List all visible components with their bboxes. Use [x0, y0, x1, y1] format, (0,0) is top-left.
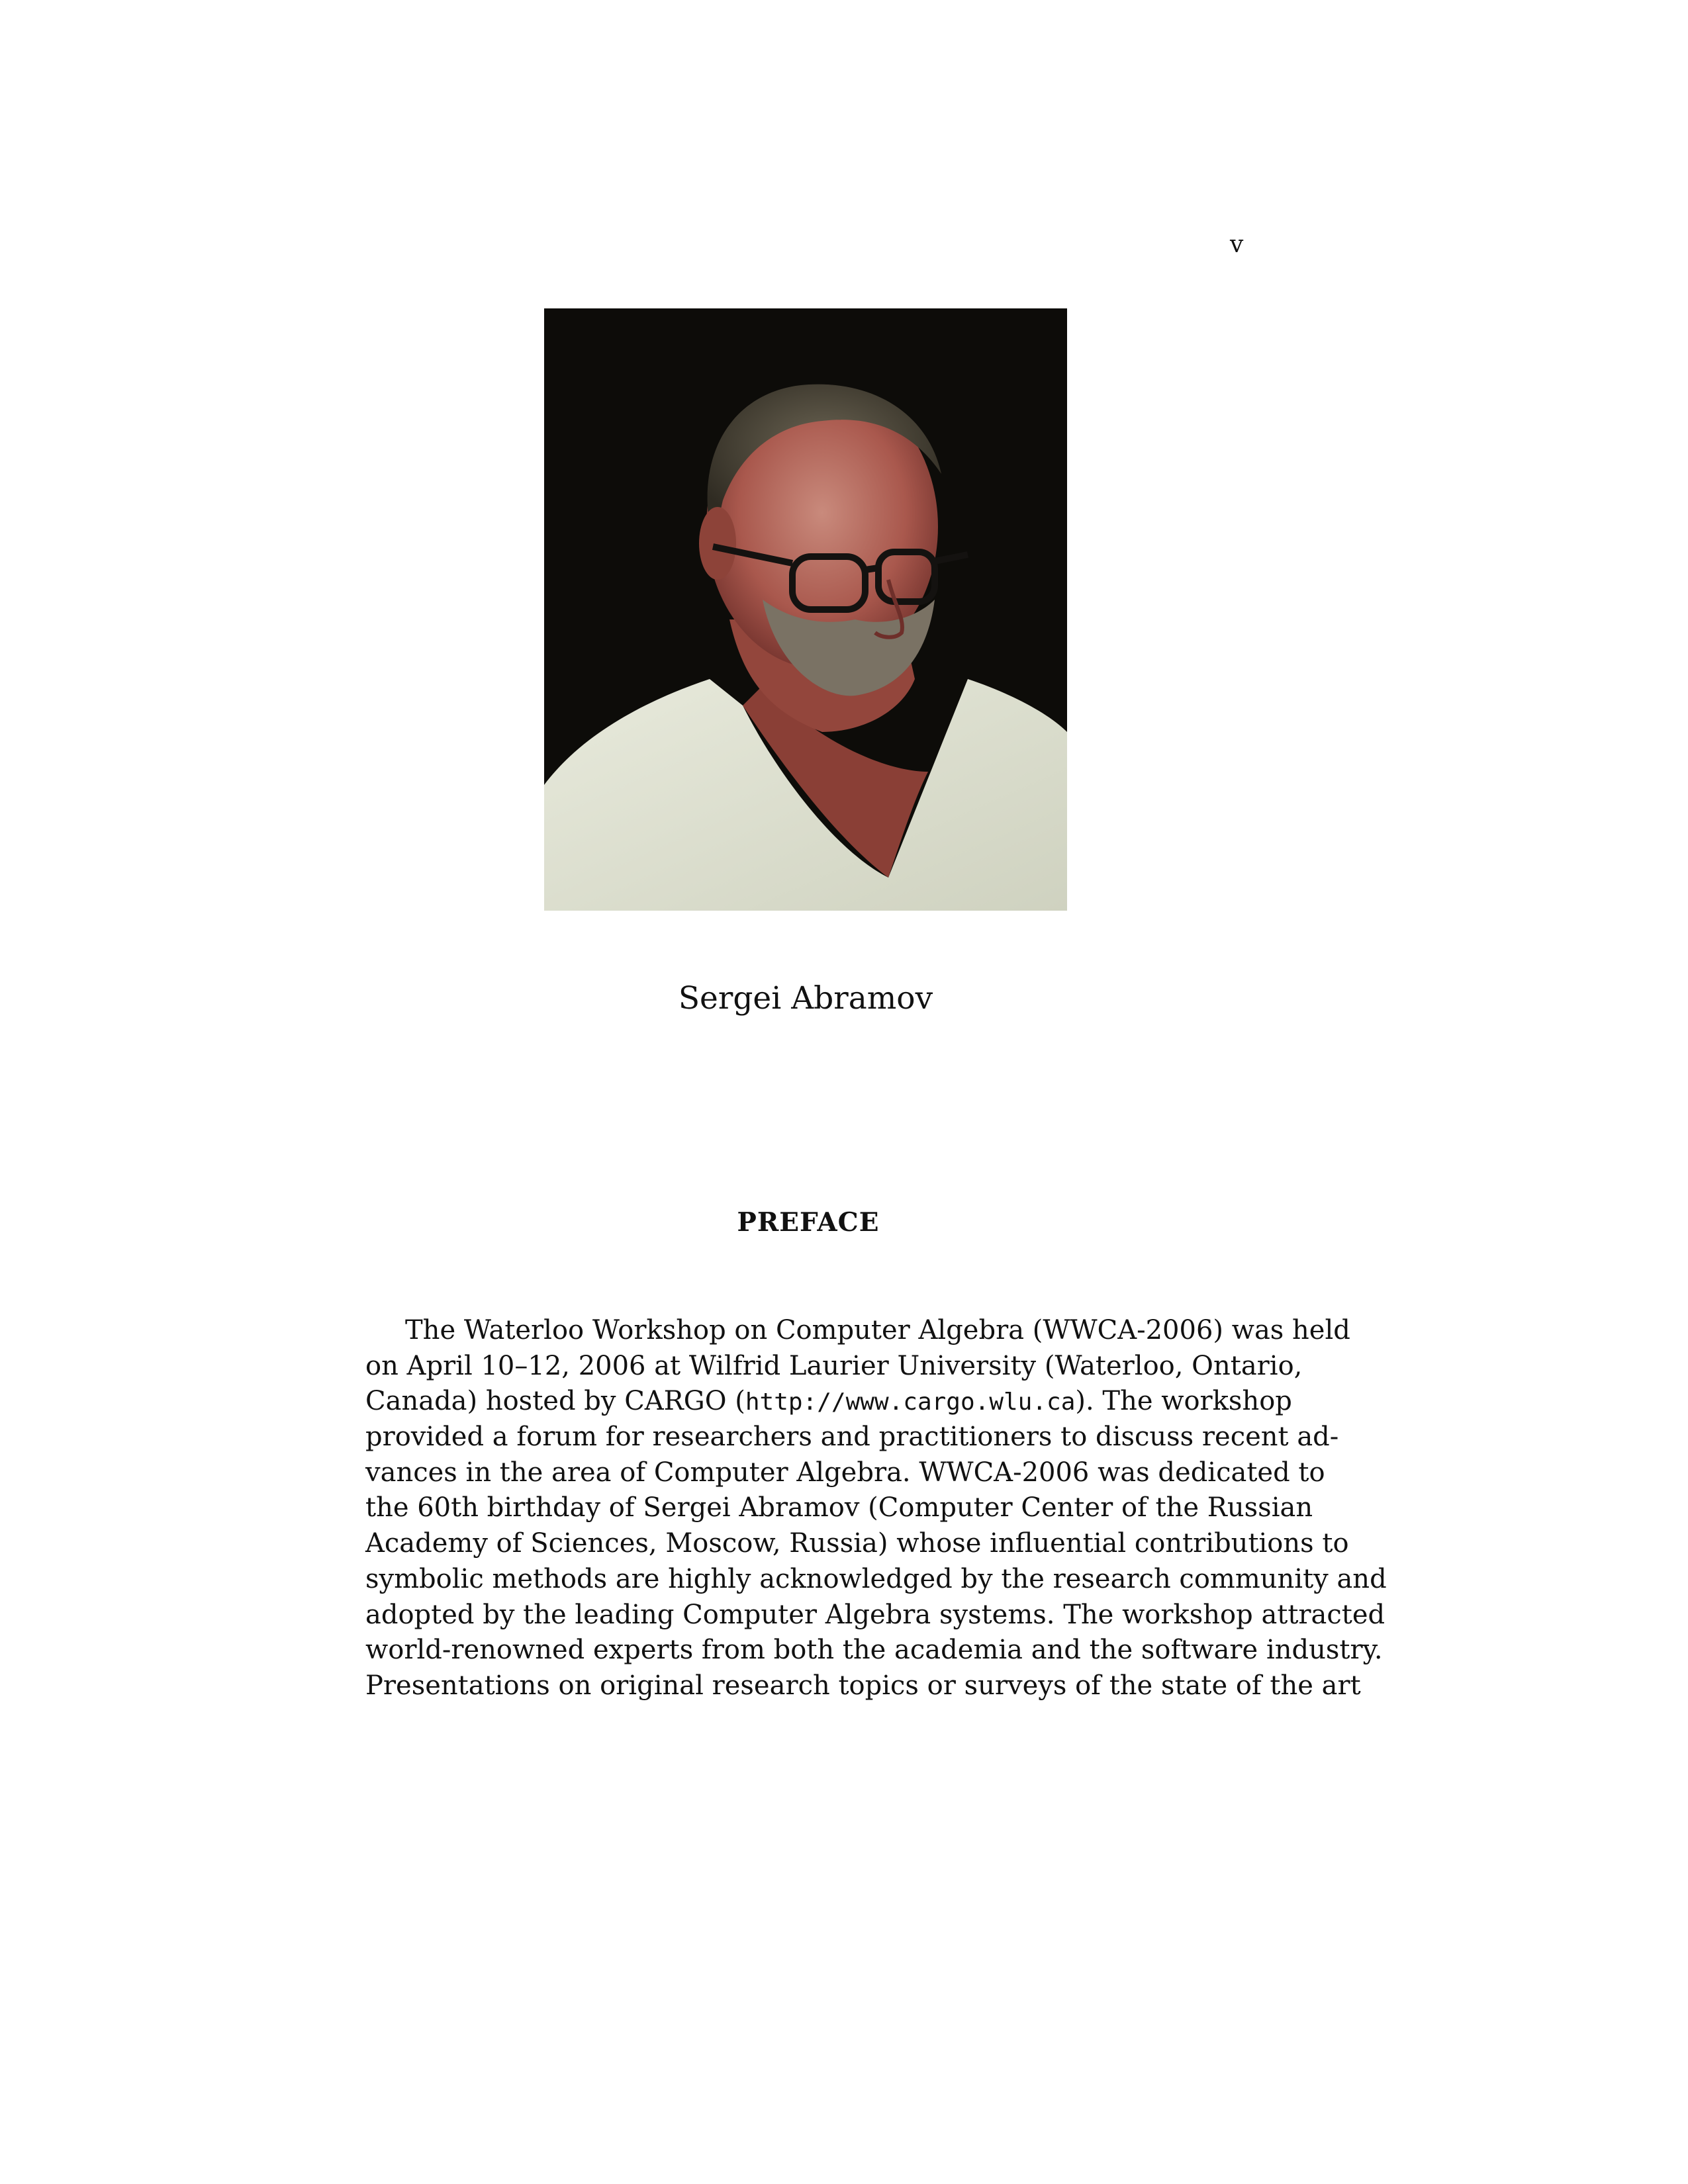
preface-line: provided a forum for researchers and practitioners to discuss recent ad-: [365, 1422, 1339, 1453]
cargo-url-link[interactable]: http://www.cargo.wlu.ca: [745, 1388, 1076, 1416]
preface-line: [365, 1384, 1292, 1420]
preface-line: the 60th birthday of Sergei Abramov (Computer Center of the Russian: [365, 1492, 1313, 1524]
portrait-image: [544, 308, 1067, 911]
preface-line: world-renowned experts from both the academia and the software industry.: [365, 1635, 1383, 1666]
preface-line: Academy of Sciences, Moscow, Russia) whose influential contributions to: [365, 1528, 1349, 1559]
preface-line: Presentations on original research topics or surveys of the state of the art: [365, 1670, 1361, 1701]
preface-body: [365, 1313, 1387, 1704]
preface-line: vances in the area of Computer Algebra. WWCA-2006 was dedicated to: [365, 1457, 1325, 1488]
photo-caption: Sergei Abramov: [678, 980, 933, 1017]
portrait-photo: [544, 308, 1067, 911]
preface-line: adopted by the leading Computer Algebra systems. The workshop attracted: [365, 1599, 1385, 1630]
preface-line: symbolic methods are highly acknowledged by the research community and: [365, 1563, 1387, 1594]
preface-heading: PREFACE: [737, 1207, 880, 1238]
preface-line: on April 10–12, 2006 at Wilfrid Laurier University (Waterloo, Ontario,: [365, 1350, 1303, 1381]
preface-line-text: ). The workshop: [1075, 1386, 1292, 1417]
preface-line: The Waterloo Workshop on Computer Algebra (WWCA-2006) was held: [405, 1315, 1350, 1345]
page-number: v: [1230, 231, 1244, 258]
preface-line-text: Canada) hosted by CARGO (: [365, 1386, 745, 1417]
